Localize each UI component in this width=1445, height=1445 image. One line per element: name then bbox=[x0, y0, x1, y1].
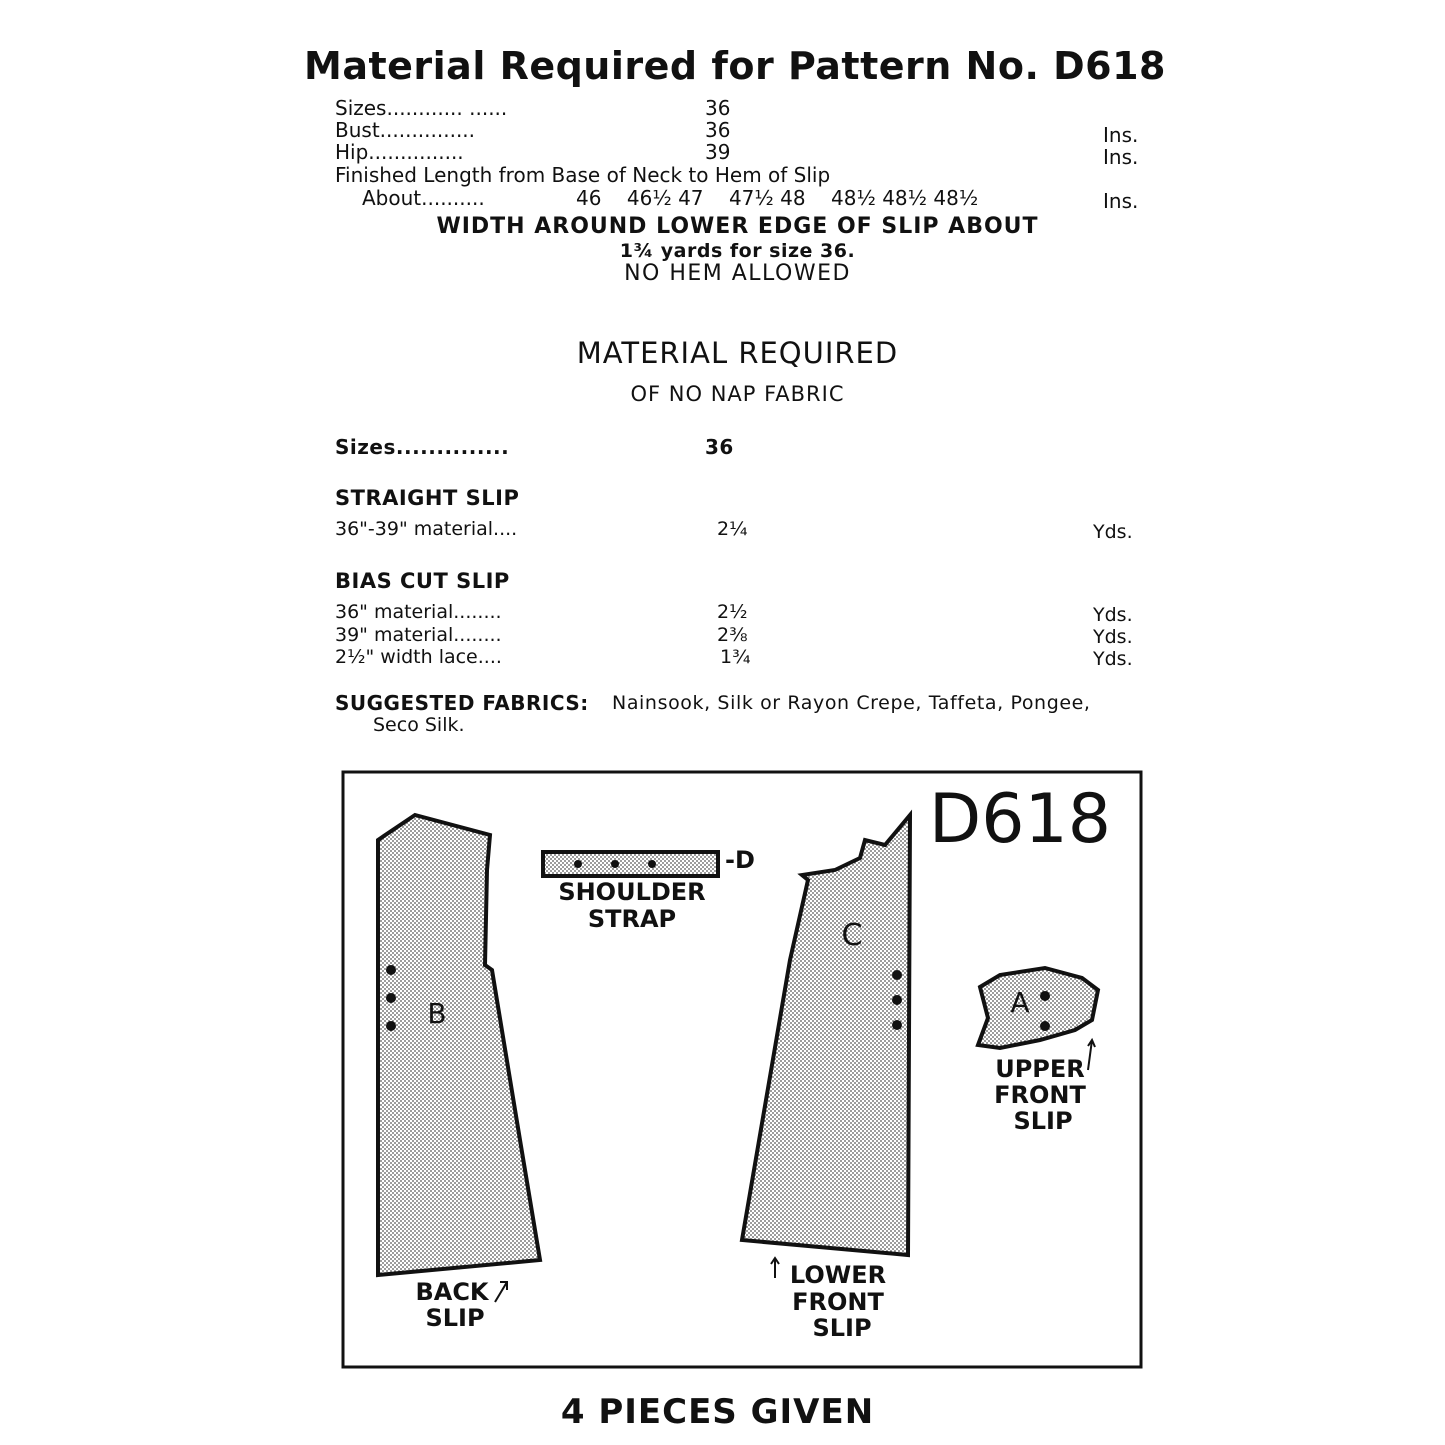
suggested-fabrics-line2: Seco Silk. bbox=[373, 714, 465, 736]
grainline-arrow-icon bbox=[771, 1258, 779, 1278]
upper-front-label-2: FRONT bbox=[994, 1081, 1086, 1109]
sizes-value: 36 bbox=[705, 96, 731, 120]
bias-row-value: 1¾ bbox=[720, 646, 751, 668]
piece-letter-b: B bbox=[427, 997, 447, 1030]
suggested-fabrics-line1: Nainsook, Silk or Rayon Crepe, Taffeta, Pongee, bbox=[612, 692, 1091, 714]
bust-label: Bust............... bbox=[335, 118, 476, 142]
bias-row-value: 2½ bbox=[717, 601, 748, 623]
straight-slip-row-unit: Yds. bbox=[1093, 521, 1133, 543]
lower-front-label-1: LOWER bbox=[789, 1261, 887, 1289]
upper-front-slip-piece bbox=[978, 968, 1098, 1135]
bias-row-label: 39" material........ bbox=[335, 624, 502, 646]
width-value: 1¾ yards for size 36. bbox=[619, 240, 856, 262]
sizes-label: Sizes............ ...... bbox=[335, 96, 508, 120]
lower-front-label-3: SLIP bbox=[812, 1314, 872, 1342]
hip-label: Hip............... bbox=[335, 140, 464, 164]
lower-front-slip-piece bbox=[742, 815, 910, 1342]
strap-label-1: SHOULDER bbox=[558, 878, 706, 906]
pattern-number: D618 bbox=[928, 780, 1112, 859]
upper-front-label-1: UPPER bbox=[995, 1055, 1085, 1083]
hip-value: 39 bbox=[705, 140, 731, 164]
strap-label-2: STRAP bbox=[587, 905, 677, 933]
lower-front-label-2: FRONT bbox=[792, 1288, 884, 1316]
bias-row-label: 2½" width lace.... bbox=[335, 646, 502, 668]
material-sizes-label: Sizes.............. bbox=[335, 435, 510, 459]
grainline-arrow-icon bbox=[495, 1282, 507, 1302]
material-subheading: OF NO NAP FABRIC bbox=[630, 382, 845, 406]
bias-row-unit: Yds. bbox=[1093, 626, 1133, 648]
no-hem-note: NO HEM ALLOWED bbox=[624, 261, 851, 286]
bias-row-value: 2⅜ bbox=[717, 624, 748, 646]
material-heading: MATERIAL REQUIRED bbox=[576, 336, 899, 370]
page-title: Material Required for Pattern No. D618 bbox=[304, 44, 1166, 88]
finished-length-label: Finished Length from Base of Neck to Hem of Slip bbox=[335, 163, 831, 187]
hip-unit: Ins. bbox=[1103, 145, 1139, 169]
straight-slip-row-label: 36"-39" material.... bbox=[335, 518, 518, 540]
bust-value: 36 bbox=[705, 118, 731, 142]
back-slip-piece bbox=[378, 815, 540, 1332]
width-heading: WIDTH AROUND LOWER EDGE OF SLIP ABOUT bbox=[436, 214, 1039, 239]
back-label-2: SLIP bbox=[425, 1304, 485, 1332]
shoulder-strap-piece bbox=[543, 846, 755, 933]
piece-letter-d: -D bbox=[725, 846, 755, 874]
material-sizes-value: 36 bbox=[705, 435, 734, 459]
bias-row-label: 36" material........ bbox=[335, 601, 502, 623]
grainline-arrow-icon bbox=[1088, 1040, 1095, 1070]
straight-slip-row-value: 2¼ bbox=[717, 518, 748, 540]
back-label-1: BACK bbox=[415, 1278, 489, 1306]
about-label: About.......... bbox=[362, 186, 485, 210]
bust-unit: Ins. bbox=[1103, 123, 1139, 147]
about-values: 46 46½ 47 47½ 48 48½ 48½ 48½ bbox=[576, 186, 979, 210]
upper-front-label-3: SLIP bbox=[1013, 1107, 1073, 1135]
straight-slip-heading: STRAIGHT SLIP bbox=[335, 486, 520, 510]
bias-row-unit: Yds. bbox=[1093, 604, 1133, 626]
pieces-given-footer: 4 PIECES GIVEN bbox=[560, 1392, 875, 1432]
about-unit: Ins. bbox=[1103, 189, 1139, 213]
bias-cut-slip-heading: BIAS CUT SLIP bbox=[335, 569, 510, 593]
piece-letter-a: A bbox=[1010, 986, 1030, 1019]
bias-row-unit: Yds. bbox=[1093, 648, 1133, 670]
piece-letter-c: C bbox=[841, 918, 863, 953]
suggested-fabrics-label: SUGGESTED FABRICS: bbox=[335, 691, 589, 715]
